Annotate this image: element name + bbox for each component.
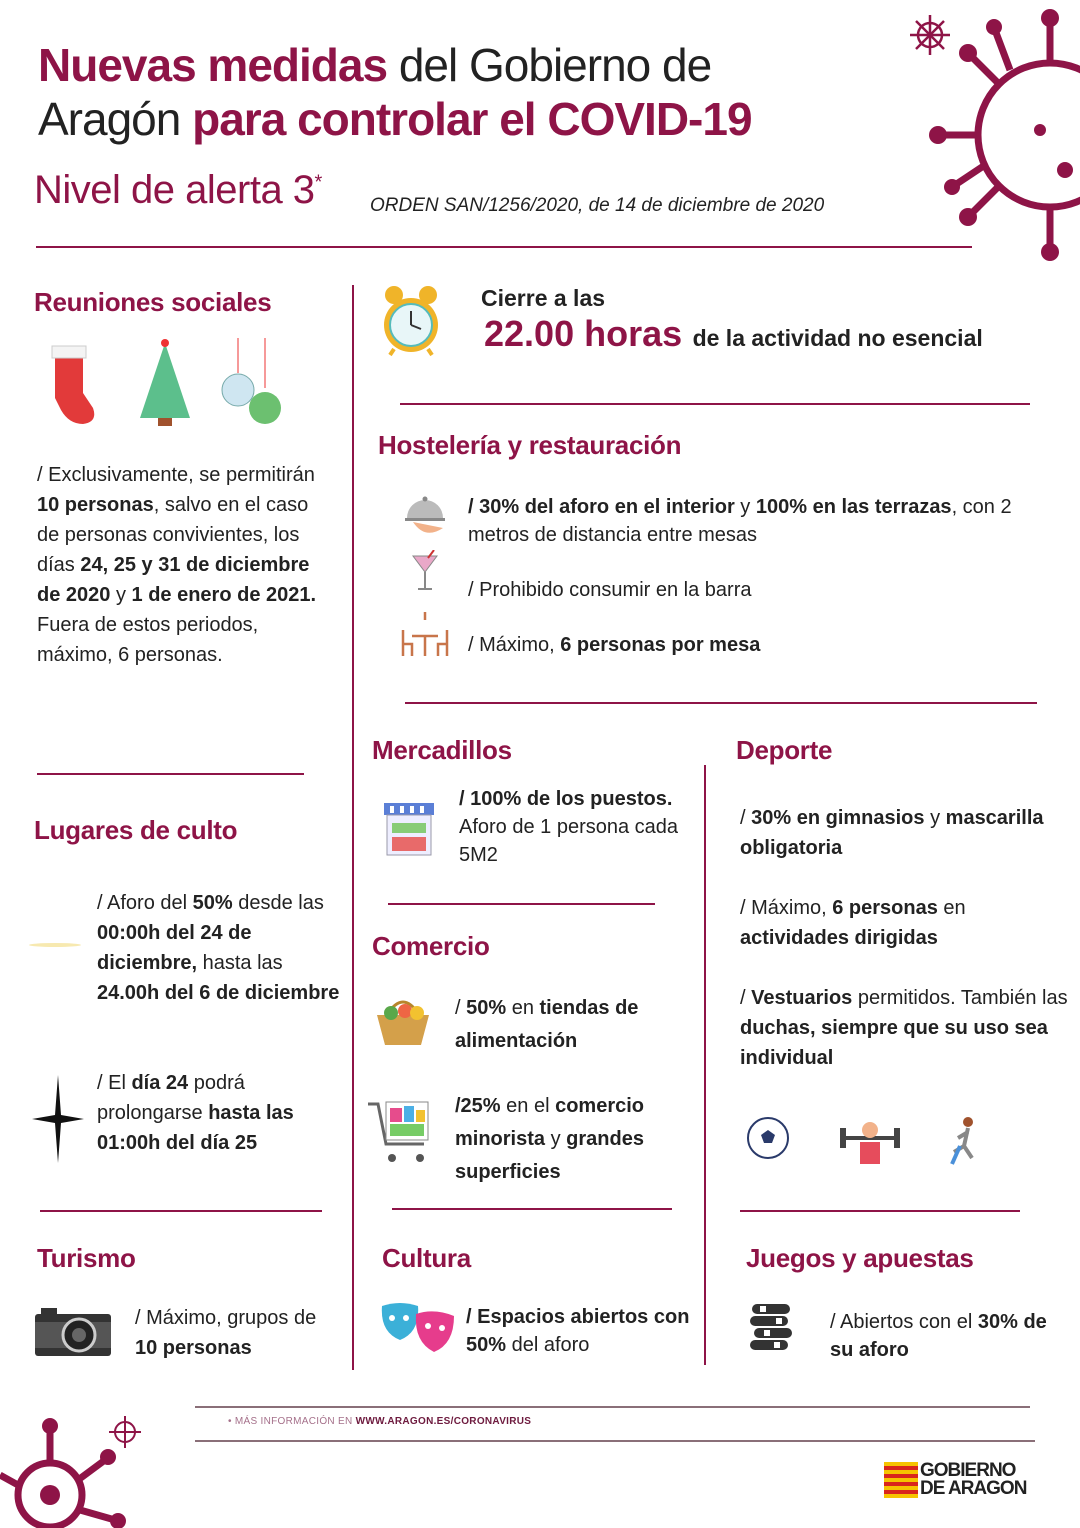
text-segment: comercio minorista <box>455 1095 645 1150</box>
order-reference: ORDEN SAN/1256/2020, de 14 de diciembre de 2020 <box>370 195 825 216</box>
text-segment: 50% <box>466 997 507 1019</box>
divider <box>405 702 1037 704</box>
divider <box>36 246 972 248</box>
hosteleria-item-1 <box>468 493 1038 549</box>
cierre-line2 <box>484 313 983 355</box>
divider <box>40 1210 322 1212</box>
text-segment: / El <box>97 1072 132 1094</box>
text-segment: 00:00h del 24 de diciembre, <box>97 922 252 974</box>
alert-level-text: Nivel de alerta 3 <box>34 168 315 212</box>
comercio-item-2 <box>455 1090 700 1189</box>
section-title-hosteleria: Hostelería y restauración <box>378 430 682 460</box>
culto-text-2 <box>97 1068 337 1158</box>
text-segment: y <box>734 496 756 518</box>
text-segment: 30% en gimnasios <box>751 807 925 829</box>
text-segment: / Prohibido consumir en la barra <box>468 579 752 601</box>
text-segment: hasta las 01:00h del día 25 <box>97 1102 294 1154</box>
text-segment: /25% <box>455 1095 501 1117</box>
more-info: • MÁS INFORMACIÓN EN WWW.ARAGON.ES/CORONAVIRUS <box>228 1416 532 1427</box>
text-segment: Aforo de 1 persona cada 5M2 <box>459 816 679 866</box>
aragon-flag-icon <box>884 1462 918 1498</box>
deporte-item-2 <box>740 893 1030 953</box>
text-segment: / Espacios abiertos con 50% <box>466 1306 690 1356</box>
table-chairs-icon <box>400 612 450 658</box>
text-segment: tiendas de alimentación <box>455 997 639 1052</box>
text-segment: / Abiertos con el <box>830 1311 978 1333</box>
text-segment: y <box>110 584 132 606</box>
christmas-tree-icon <box>140 339 190 426</box>
text-segment: / <box>740 807 752 829</box>
divider <box>195 1406 1030 1408</box>
text-segment: / 30% del aforo en el interior <box>468 496 735 518</box>
text-segment: Vestuarios <box>751 987 853 1009</box>
text-segment: / Máximo, <box>740 897 833 919</box>
text-segment: y <box>545 1128 567 1150</box>
gobierno-aragon-logo <box>884 1462 1026 1498</box>
section-title-comercio: Comercio <box>372 931 490 961</box>
text-segment: 6 personas por mesa <box>560 634 761 656</box>
soccer-ball-icon <box>748 1118 788 1158</box>
text-segment: Fuera de estos periodos, máximo, 6 personas. <box>37 614 259 666</box>
star-icon <box>32 1075 84 1163</box>
logo-line-2: DE ARAGON <box>920 1478 1027 1499</box>
alarm-clock-icon <box>380 283 442 357</box>
text-segment: para controlar el COVID-19 <box>192 93 752 145</box>
virus-decoration-icon <box>0 1400 160 1528</box>
column-divider <box>704 765 706 1365</box>
logo-line-1: GOBIERNO <box>920 1460 1016 1481</box>
grocery-basket-icon <box>375 993 431 1047</box>
cocktail-icon <box>410 550 440 592</box>
alert-level <box>34 168 322 213</box>
deporte-item-1 <box>740 803 1060 863</box>
title-line-2 <box>38 92 752 146</box>
reuniones-text <box>37 460 327 670</box>
section-title-reuniones: Reuniones sociales <box>34 287 272 317</box>
text-segment: 10 personas <box>135 1337 252 1359</box>
closing-time: 22.00 horas <box>484 313 683 354</box>
text-segment: / 100% de los puestos. <box>459 788 673 810</box>
text-segment: 50% <box>192 892 233 914</box>
text-segment: grandes superficies <box>455 1128 644 1183</box>
hosteleria-item-2 <box>468 575 1028 605</box>
divider <box>740 1210 1020 1212</box>
cierre-line1: Cierre a las <box>481 285 606 311</box>
text-segment: 10 personas <box>37 494 154 516</box>
text-segment: en <box>506 997 540 1019</box>
text-segment: 6 personas <box>832 897 938 919</box>
section-title-deporte: Deporte <box>736 735 833 765</box>
turismo-text <box>135 1303 335 1363</box>
footnote-mark: * <box>314 171 322 194</box>
text-segment: / <box>740 987 752 1009</box>
text-segment: en <box>937 897 966 919</box>
text-segment: 24.00h del 6 de diciembre <box>97 982 340 1004</box>
text-segment: 1 de enero de 2021. <box>131 584 317 606</box>
mercadillos-text <box>459 785 679 869</box>
text-segment: 30% de su aforo <box>830 1311 1047 1361</box>
theatre-masks-icon <box>380 1302 458 1354</box>
text-segment: podrá prolongarse <box>97 1072 245 1124</box>
column-divider <box>352 285 354 1370</box>
text-segment: actividades dirigidas <box>740 927 938 949</box>
text-segment: desde las <box>232 892 324 914</box>
ornaments-icon <box>222 338 281 424</box>
text-segment: , salvo en el caso de personas convivientes, los días <box>37 494 309 576</box>
stocking-icon <box>52 346 94 424</box>
text-segment: Nuevas medidas <box>38 39 388 91</box>
casino-chips-icon <box>748 1302 794 1358</box>
section-title-cultura: Cultura <box>382 1243 471 1273</box>
sports-icons <box>746 1116 986 1172</box>
weightlifting-icon <box>840 1122 900 1164</box>
cultura-text <box>466 1303 696 1359</box>
divider <box>388 903 655 905</box>
text-segment: en el <box>500 1095 556 1117</box>
culto-text-1 <box>97 888 342 1008</box>
text-segment: del aforo <box>506 1334 590 1356</box>
text-segment: / Aforo del <box>97 892 193 914</box>
cierre-rest: de la actividad no esencial <box>692 325 983 351</box>
deporte-item-3 <box>740 983 1070 1073</box>
text-segment: permitidos. También las <box>852 987 1068 1009</box>
text-segment: / Exclusivamente, se permitirán <box>37 464 315 486</box>
christmas-icons <box>40 338 290 430</box>
section-title-juegos: Juegos y apuestas <box>746 1243 974 1273</box>
divider <box>37 773 304 775</box>
section-title-mercadillos: Mercadillos <box>372 735 512 765</box>
comercio-item-1 <box>455 992 695 1058</box>
text-segment: , con 2 metros de distancia entre mesas <box>468 496 1012 546</box>
text-segment: Aragón <box>38 93 193 145</box>
runner-icon <box>952 1117 973 1164</box>
section-title-turismo: Turismo <box>37 1243 136 1273</box>
text-segment: y <box>924 807 946 829</box>
text-segment: / Máximo, <box>468 634 561 656</box>
divider <box>392 1208 672 1210</box>
virus-decoration-icon <box>900 0 1080 270</box>
divider <box>195 1440 1035 1442</box>
text-segment: del Gobierno de <box>387 39 712 91</box>
camera-icon <box>35 1308 111 1356</box>
text-segment: / Máximo, grupos de <box>135 1307 317 1329</box>
text-segment: / <box>455 997 467 1019</box>
text-segment: 100% en las terrazas <box>755 496 952 518</box>
market-stall-icon <box>384 803 434 857</box>
text-segment: mascarilla obligatoria <box>740 807 1044 859</box>
hosteleria-item-3 <box>468 630 1028 660</box>
more-info-link[interactable]: WWW.ARAGON.ES/CORONAVIRUS <box>355 1416 532 1427</box>
text-segment: hasta las <box>197 952 283 974</box>
shopping-cart-icon <box>366 1098 434 1166</box>
more-info-label: MÁS INFORMACIÓN EN <box>234 1416 356 1427</box>
food-cloche-icon <box>403 492 447 538</box>
text-segment: 24, 25 y 31 de diciembre de 2020 <box>37 554 310 606</box>
divider <box>400 403 1030 405</box>
text-segment: día 24 <box>131 1072 189 1094</box>
text-segment: duchas, siempre que su uso sea individual <box>740 1017 1048 1069</box>
sparkle-icon <box>28 935 83 955</box>
juegos-text <box>830 1308 1050 1364</box>
title-line-1 <box>38 38 711 92</box>
logo-text <box>920 1462 1026 1498</box>
section-title-culto: Lugares de culto <box>34 815 238 845</box>
